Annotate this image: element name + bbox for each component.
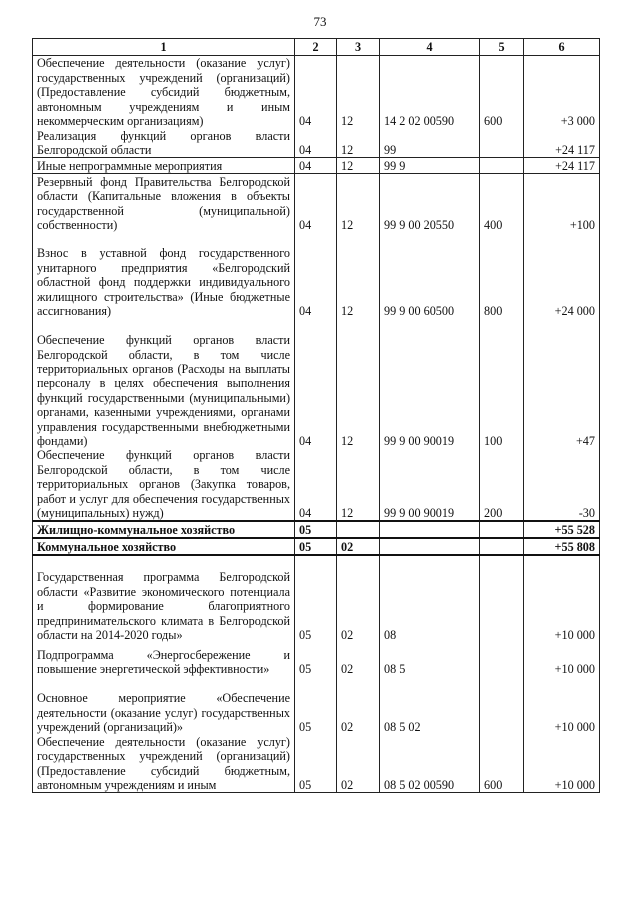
row-section: 05 — [295, 538, 337, 555]
table-row — [33, 318, 600, 448]
row-name: Коммунальное хозяйство — [33, 538, 295, 555]
row-expense-type: 600 — [480, 56, 524, 129]
row-section: 05 — [295, 676, 337, 734]
row-target-article: 99 9 00 90019 — [380, 318, 480, 448]
row-section: 05 — [295, 521, 337, 538]
page-number: 73 — [313, 14, 327, 29]
row-subsection: 12 — [337, 174, 380, 233]
row-target-article — [380, 521, 480, 538]
row-subsection: 02 — [337, 538, 380, 555]
row-name: Резервный фонд Правительства Белгородской области (Капитальные вложения в объекты государственной (муниципальной) собственности) — [33, 174, 295, 233]
row-amount: +47 — [524, 318, 600, 448]
row-target-article: 08 5 — [380, 642, 480, 676]
row-name: Обеспечение деятельности (оказание услуг) государственных учреждений (организаций) (Предоставление субсидий бюджетным, автономным учреждениям и иным — [33, 734, 295, 793]
row-subsection: 02 — [337, 676, 380, 734]
row-section: 05 — [295, 642, 337, 676]
table-row — [33, 555, 600, 642]
table-row-subsection-total — [33, 538, 600, 555]
row-amount: +24 000 — [524, 232, 600, 318]
row-target-article: 99 9 00 60500 — [380, 232, 480, 318]
row-amount: -30 — [524, 448, 600, 521]
row-subsection: 12 — [337, 56, 380, 129]
row-section: 04 — [295, 56, 337, 129]
table-row — [33, 734, 600, 793]
table-row — [33, 676, 600, 734]
table-row — [33, 128, 600, 158]
row-expense-type — [480, 555, 524, 642]
row-name: Взнос в уставной фонд государственного унитарного предприятия «Белгородский областной фонд поддержки индивидуального жилищного строительства» (Иные бюджетные ассигнования) — [33, 232, 295, 318]
table-row — [33, 158, 600, 174]
header-col-5: 5 — [480, 39, 524, 56]
row-amount: +24 117 — [524, 158, 600, 174]
table-header-row — [33, 39, 600, 56]
row-target-article: 99 9 00 20550 — [380, 174, 480, 233]
header-col-6: 6 — [524, 39, 600, 56]
row-target-article: 14 2 02 00590 — [380, 56, 480, 129]
row-expense-type — [480, 158, 524, 174]
row-subsection: 02 — [337, 555, 380, 642]
row-expense-type: 100 — [480, 318, 524, 448]
row-target-article: 08 — [380, 555, 480, 642]
row-expense-type — [480, 538, 524, 555]
row-expense-type — [480, 676, 524, 734]
row-name: Основное мероприятие «Обеспечение деятельности (оказание услуг) государственных учреждений (организаций)» — [33, 676, 295, 734]
table-row-section-total — [33, 521, 600, 538]
row-section: 05 — [295, 734, 337, 793]
row-section: 04 — [295, 318, 337, 448]
table-row — [33, 642, 600, 676]
row-expense-type: 400 — [480, 174, 524, 233]
row-subsection — [337, 521, 380, 538]
row-expense-type — [480, 128, 524, 158]
row-amount: +10 000 — [524, 734, 600, 793]
header-col-3: 3 — [337, 39, 380, 56]
row-name: Обеспечение деятельности (оказание услуг) государственных учреждений (организаций) (Предоставление субсидий бюджетным, автономным учреждениям и иным некоммерческим организациям) — [33, 56, 295, 129]
row-section: 04 — [295, 232, 337, 318]
row-name: Иные непрограммные мероприятия — [33, 158, 295, 174]
row-amount: +55 808 — [524, 538, 600, 555]
row-section: 04 — [295, 174, 337, 233]
row-section: 04 — [295, 158, 337, 174]
row-target-article: 08 5 02 — [380, 676, 480, 734]
row-amount: +10 000 — [524, 676, 600, 734]
row-target-article — [380, 538, 480, 555]
row-subsection: 12 — [337, 318, 380, 448]
row-section: 05 — [295, 555, 337, 642]
row-name: Жилищно-коммунальное хозяйство — [33, 521, 295, 538]
row-name: Подпрограмма «Энергосбережение и повышение энергетической эффективности» — [33, 642, 295, 676]
row-target-article: 99 — [380, 128, 480, 158]
row-name: Государственная программа Белгородской области «Развитие экономического потенциала и формирование благоприятного предпринимательского климата в Белгородской области на 2014-2020 годы» — [33, 555, 295, 642]
row-subsection: 12 — [337, 158, 380, 174]
row-target-article: 99 9 00 90019 — [380, 448, 480, 521]
table-row — [33, 448, 600, 521]
row-name: Реализация функций органов власти Белгородской области — [33, 128, 295, 158]
row-section: 04 — [295, 128, 337, 158]
row-expense-type — [480, 521, 524, 538]
row-expense-type: 800 — [480, 232, 524, 318]
row-subsection: 02 — [337, 734, 380, 793]
row-amount: +10 000 — [524, 555, 600, 642]
row-target-article: 08 5 02 00590 — [380, 734, 480, 793]
table-row — [33, 56, 600, 129]
row-amount: +24 117 — [524, 128, 600, 158]
row-amount: +55 528 — [524, 521, 600, 538]
row-target-article: 99 9 — [380, 158, 480, 174]
row-subsection: 12 — [337, 232, 380, 318]
row-subsection: 02 — [337, 642, 380, 676]
row-subsection: 12 — [337, 128, 380, 158]
header-col-2: 2 — [295, 39, 337, 56]
budget-table — [32, 38, 600, 793]
row-expense-type: 600 — [480, 734, 524, 793]
row-name: Обеспечение функций органов власти Белгородской области, в том числе территориальных органов (Закупка товаров, работ и услуг для обеспечения государственных (муниципальных) нужд) — [33, 448, 295, 521]
header-col-4: 4 — [380, 39, 480, 56]
row-amount: +3 000 — [524, 56, 600, 129]
row-expense-type — [480, 642, 524, 676]
row-name: Обеспечение функций органов власти Белгородской области, в том числе территориальных органов (Расходы на выплаты персоналу в целях обеспечения выполнения функций государственными (муниципальными) органами, казенными учреждениями, органами управления государственными внебюджетными фондами) — [33, 318, 295, 448]
row-amount: +100 — [524, 174, 600, 233]
table-row — [33, 232, 600, 318]
table-row — [33, 174, 600, 233]
row-subsection: 12 — [337, 448, 380, 521]
row-expense-type: 200 — [480, 448, 524, 521]
row-section: 04 — [295, 448, 337, 521]
header-col-1: 1 — [33, 39, 295, 56]
row-amount: +10 000 — [524, 642, 600, 676]
